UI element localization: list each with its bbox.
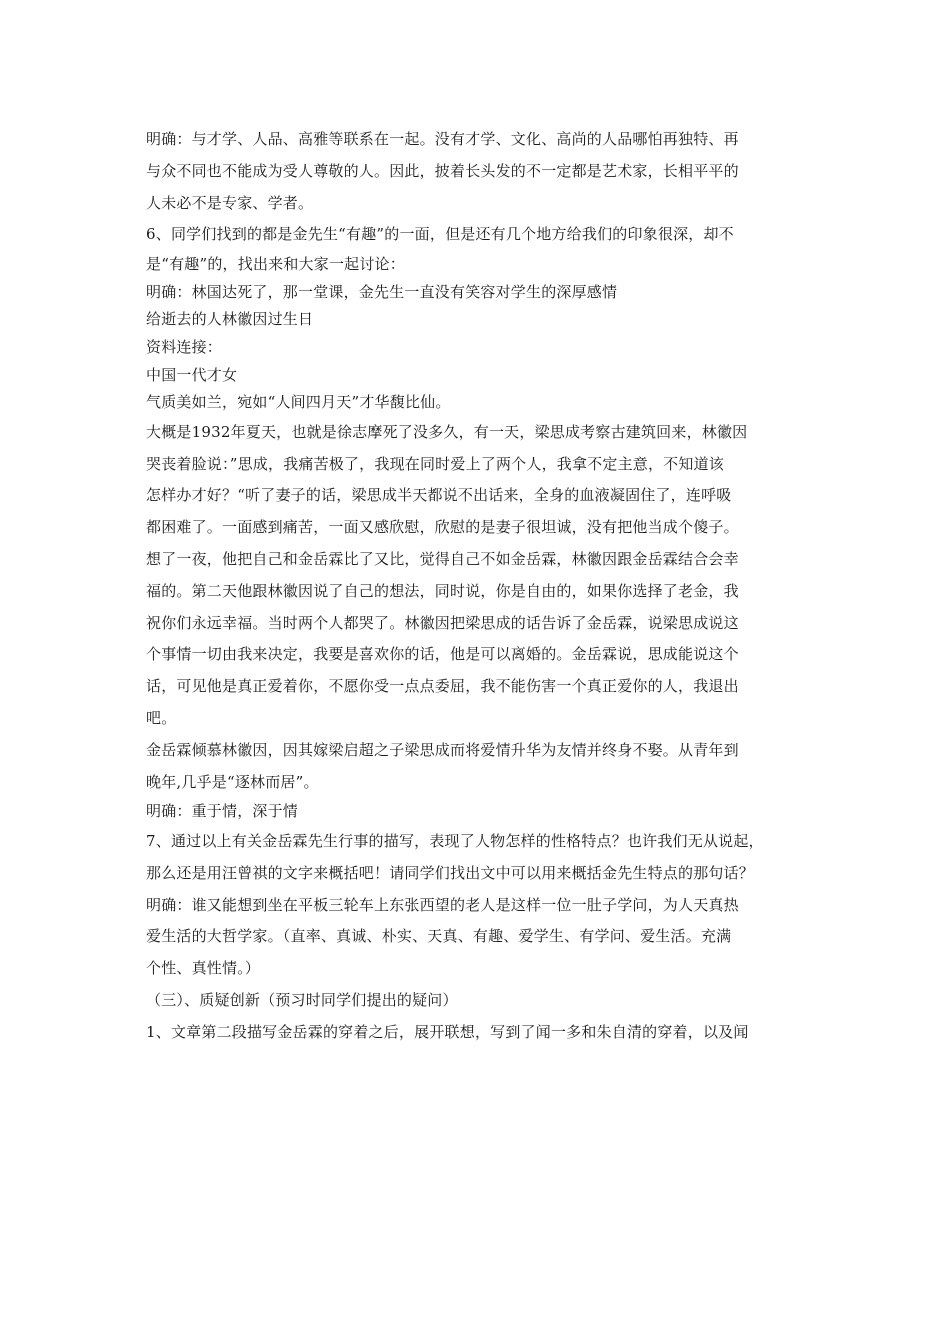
text-line: 给逝去的人林徽因过生日 (146, 310, 314, 329)
text-line: 是“有趣”的，找出来和大家一起讨论： (146, 255, 405, 274)
text-line: 话，可见他是真正爱着你，不愿你受一点点委屈，我不能伤害一个真正爱你的人，我退出 (146, 677, 739, 696)
text-line: 福的。第二天他跟林徽因说了自己的想法，同时说，你是自由的，如果你选择了老金，我 (146, 581, 739, 600)
text-line: 明确：林国达死了，那一堂课，金先生一直没有笑容对学生的深厚感情 (146, 282, 618, 301)
text-line: 都困难了。一面感到痛苦，一面又感欣慰，欣慰的是妻子很坦诚，没有把他当成个傻子。 (146, 518, 739, 537)
text-line: 与众不同也不能成为受人尊敬的人。因此，披着长头发的不一定都是艺术家，长相平平的 (146, 161, 739, 180)
text-line: 想了一夜，他把自己和金岳霖比了又比，觉得自己不如金岳霖，林徽因跟金岳霖结合会幸 (146, 549, 739, 568)
text-line: 明确：重于情，深于情 (146, 802, 299, 821)
text-line: 怎样办才好？“听了妻子的话，梁思成半天都说不出话来，全身的血液凝固住了，连呼吸 (146, 486, 732, 505)
text-line: 1、文章第二段描写金岳霖的穿着之后，展开联想，写到了闻一多和朱自清的穿着，以及闻 (146, 1022, 749, 1041)
text-line: 大概是1932年夏天，也就是徐志摩死了没多久，有一天，梁思成考察古建筑回来，林徽因 (146, 422, 748, 441)
text-line: 6、同学们找到的都是金先生“有趣”的一面，但是还有几个地方给我们的印象很深，却不 (146, 225, 734, 244)
text-line: 中国一代才女 (146, 365, 238, 384)
text-line: 哭丧着脸说：”思成，我痛苦极了，我现在同时爱上了两个人，我拿不定主意，不知道该 (146, 454, 724, 473)
text-line: 爱生活的大哲学家。（直率、真诚、朴实、天真、有趣、爱学生、有学问、爱生活。充满 (146, 927, 732, 946)
text-line: （三）、质疑创新（预习时同学们提出的疑问） (146, 990, 458, 1009)
document-body (146, 124, 816, 1048)
text-line: 金岳霖倾慕林徽因，因其嫁梁启超之子梁思成而将爱情升华为友情并终身不娶。从青年到 (146, 740, 739, 759)
text-line: 人未必不是专家、学者。 (146, 193, 314, 212)
text-line: 个事情一切由我来决定，我要是喜欢你的话，他是可以离婚的。金岳霖说，思成能说这个 (146, 645, 739, 664)
text-line: 个性、真性情。） (146, 959, 261, 978)
text-line: 祝你们永远幸福。当时两个人都哭了。林徽因把梁思成的话告诉了金岳霖，说梁思成说这 (146, 613, 739, 632)
text-line: 7、通过以上有关金岳霖先生行事的描写，表现了人物怎样的性格特点？也许我们无从说起， (146, 831, 764, 850)
text-line: 那么还是用汪曾祺的文字来概括吧！请同学们找出文中可以用来概括金先生特点的那句话？ (146, 863, 755, 882)
text-line: 气质美如兰，宛如“人间四月天”才华馥比仙。 (146, 393, 451, 412)
text-line: 资料连接： (146, 337, 223, 356)
text-line: 明确：与才学、人品、高雅等联系在一起。没有才学、文化、高尚的人品哪怕再独特、再 (146, 130, 739, 148)
text-line: 吧。 (146, 708, 177, 727)
text-line: 明确：谁又能想到坐在平板三轮车上东张西望的老人是这样一位一肚子学问，为人天真热 (146, 895, 739, 914)
text-line: 晚年,几乎是“逐林而居”。 (146, 772, 319, 791)
